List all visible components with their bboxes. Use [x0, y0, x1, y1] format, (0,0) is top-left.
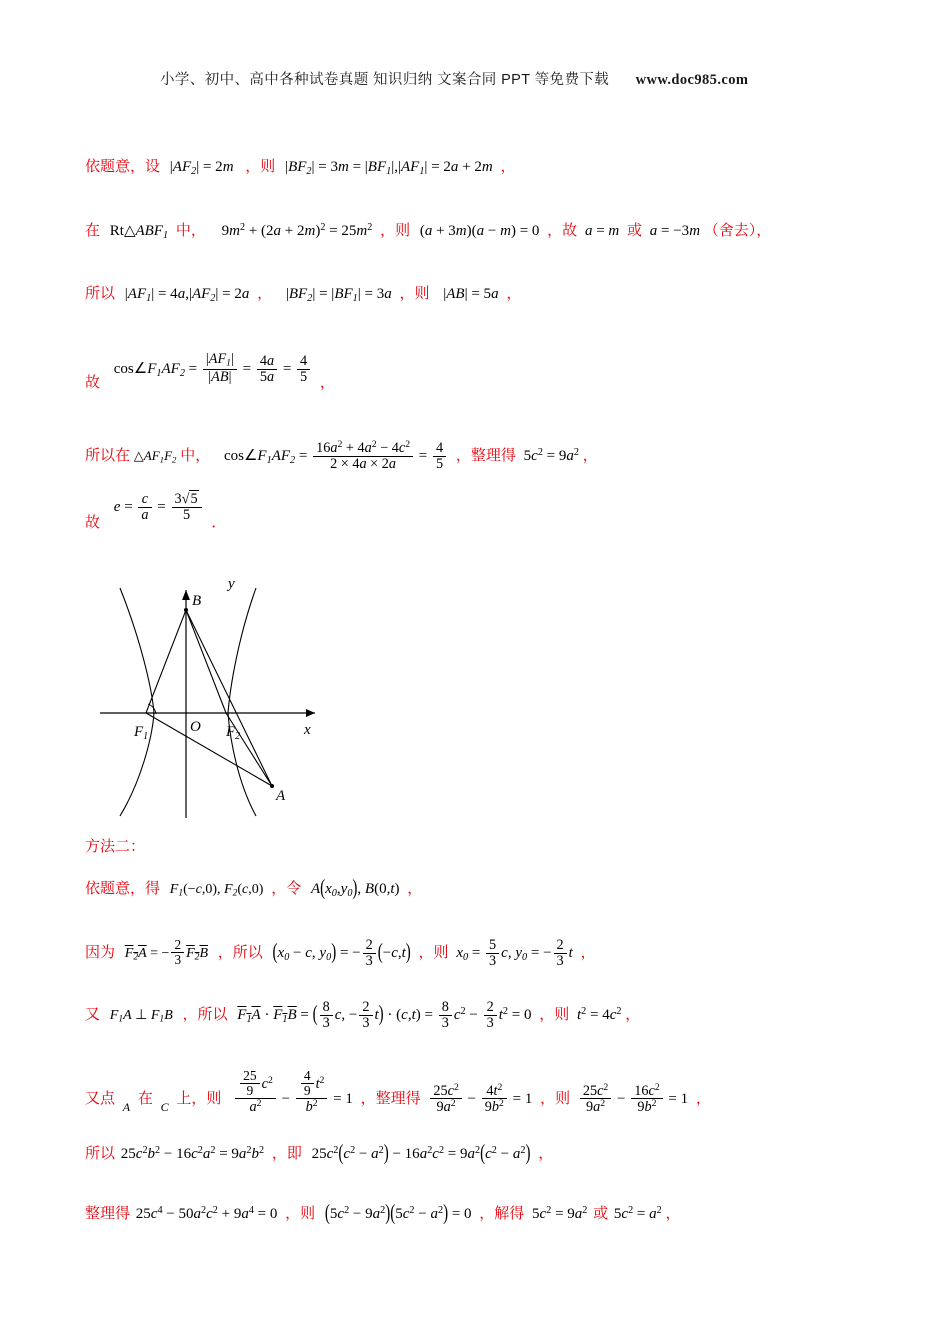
- m2-text-c: ，则: [418, 945, 449, 962]
- line1-text-b: ，则: [245, 159, 276, 175]
- label-F2: $F_2$: [226, 724, 241, 742]
- hyperbola-left-branch: [120, 588, 154, 816]
- m5-text-b: ，即: [271, 1146, 302, 1163]
- line4-text-b: ，: [319, 375, 335, 392]
- point-B-dot: [184, 608, 188, 612]
- line2-text-b: 中，: [175, 223, 206, 240]
- m4-text-c: 上，则: [176, 1091, 222, 1108]
- line3-text-b: ，: [257, 286, 273, 302]
- label-O: O: [190, 719, 201, 735]
- method2-line-3: 又 $F_1A$ ⊥ $F_1B$ ，所以 $F_1A \cdot F_1B$ = ( $\frac{8}{3}$ c, − $\frac{2}{3}$ t) · (c,t) = $\frac{8}{3}$ $c^2$ − $\frac{2}{3}$ $t^2 = 0$ ，则 $t^2 = 4c^2$ ，: [85, 999, 641, 1031]
- m1-text-a: 依题意，得: [85, 881, 161, 897]
- line4-text-a: 故: [85, 375, 101, 392]
- solution-line-4: 故 $\cos\angle F_1AF_2$ = $\frac{|AF_1|}{|AB|}$ = $\frac{4a}{5a}$ = $\frac{4}{5}$ ，: [85, 351, 335, 392]
- line2-text-f: （舍去），: [703, 223, 772, 240]
- page-watermark: [160, 68, 748, 89]
- method2-line-4: 又点 $_A$ 在 $_C$ 上，则 $\frac{25}{9}$ $c^2$ $a^2$ − $\frac{4}{9}$ $t^2$ $b^2$ = 1 ，整理得 $\frac{25c^2}{9a^2}$ − $\frac{4t^2}{9b^2}$ = 1 ，则 $\frac{25c^2}{9a^2}$ − $\frac{16c^2}{9b^2}$ = 1 ，: [85, 1068, 711, 1116]
- watermark-site: www.doc985.com: [635, 72, 749, 88]
- line1-text-c: ，: [500, 159, 516, 175]
- m6-text-a: 整理得: [85, 1206, 131, 1223]
- m6-text-b: ，则: [285, 1206, 316, 1223]
- m4-text-e: ，则: [540, 1091, 571, 1108]
- solution-line-3: 所以 $|AF_1| = 4a,|AF_2| = 2a$ ， $|BF_2| = |BF_1| = 3a$ ，则 |AB| = 5a ，: [85, 286, 522, 304]
- figure-svg: [60, 568, 420, 828]
- line6-text-a: 故: [85, 515, 101, 532]
- segment-BF1: [146, 610, 186, 713]
- m4-text-f: ，: [695, 1091, 711, 1108]
- label-x: x: [304, 722, 311, 738]
- m6-text-e: ，: [665, 1206, 681, 1223]
- line2-text-c: ，则: [380, 223, 411, 240]
- m2-text-d: ，: [580, 945, 596, 962]
- line3-text-c: ，则: [399, 286, 430, 302]
- line5-text-d: ，: [582, 447, 598, 464]
- m5-text-c: ，: [538, 1146, 554, 1163]
- y-axis-arrow: [182, 590, 190, 600]
- line2-text-e: 或: [627, 223, 643, 240]
- solution-line-6: 故 e = $\frac{c}{a}$ = $\frac{3√5}{5}$ ．: [85, 491, 227, 532]
- m3-text-a: 又: [85, 1007, 101, 1024]
- line5-text-b: 中，: [180, 447, 211, 464]
- m6-text-c: ，解得: [479, 1206, 525, 1223]
- label-A: A: [276, 788, 286, 804]
- x-axis-arrow: [306, 709, 315, 717]
- m6-text-d: 或: [593, 1206, 609, 1223]
- point-A-dot: [270, 784, 274, 788]
- line2-text-a: 在: [85, 223, 101, 240]
- m3-text-d: ，: [625, 1007, 641, 1024]
- m2-text-b: ，所以: [217, 945, 263, 962]
- label-B: B: [192, 593, 202, 609]
- method2-line-2: 因为 $F_2A$ = − $\frac{2}{3}$ $F_2B$ ，所以 ($x_0 - c$, $y_0$) = − $\frac{2}{3}$ (−c,t) ，则 $x_0$ = $\frac{5}{3}$ c, $y_0$ = − $\frac{2}{3}$ t ，: [85, 937, 596, 969]
- method2-line-5: 所以 $25c^2b^2 - 16c^2a^2 = 9a^2b^2$ ，即 $25c^2(c^2 - a^2) - 16a^2c^2 = 9a^2(c^2 - a^2)$ ，: [85, 1142, 554, 1166]
- solution-line-1: 依题意，设 $|AF_2| = 2m$ ，则 $|BF_2| = 3m = |BF_1|,|AF_1| = 2a + 2m$ ，: [85, 159, 516, 177]
- line6-text-b: ．: [211, 515, 227, 532]
- line5-text-c: ，整理得: [455, 447, 516, 464]
- segment-F1A: [146, 713, 272, 786]
- method2-line-6: 整理得 $25c^4 - 50a^2c^2 + 9a^4 = 0$ ，则 $(5c^2 - 9a^2)(5c^2 - a^2) = 0$ ，解得 $5c^2 = 9a^2$ 或 $5c^2 = a^2$ ，: [85, 1202, 681, 1226]
- m4-text-a: 又点: [85, 1091, 116, 1108]
- m2-text-a: 因为: [85, 945, 116, 962]
- hyperbola-right-branch: [228, 588, 256, 816]
- label-y: y: [228, 576, 235, 592]
- m4-text-d: ，整理得: [360, 1091, 421, 1108]
- m5-text-a: 所以: [85, 1146, 116, 1163]
- line3-text-a: 所以: [85, 286, 116, 302]
- line5-text-a: 所以在: [85, 447, 131, 464]
- solution-line-5: 所以在 $\triangle AF_1F_2$ 中， $\cos\angle F_1AF_2$ = $\frac{16a^2 + 4a^2 - 4c^2}{2 \times 4a \times 2a}$ = $\frac{4}{5}$ ，整理得 $5c^2 = 9a^2$ ，: [85, 439, 598, 472]
- m1-text-b: ，令: [271, 881, 302, 897]
- watermark-text: 小学、初中、高中各种试卷真题 知识归纳 文案合同 PPT 等免费下载: [160, 72, 610, 88]
- method-2-title: [85, 838, 145, 857]
- m1-text-c: ，: [407, 881, 423, 897]
- method2-line-1: 依题意，得 $F_1(-c,0)$, $F_2(c,0)$ ，令 $A(x_0,y_0)$, B(0,t) ，: [85, 877, 423, 901]
- line1-text-a: 依题意，设: [85, 159, 161, 175]
- segment-BA: [186, 610, 272, 786]
- m3-text-b: ，所以: [182, 1007, 228, 1024]
- line2-text-d: ，故: [547, 223, 578, 240]
- method-2-title-text: 方法二：: [85, 839, 146, 855]
- hyperbola-figure: [60, 568, 420, 828]
- line3-text-d: ，: [506, 286, 522, 302]
- solution-line-2: 在 $Rt\triangle ABF_1$ 中， $9m^2 + (2a + 2m)^2 = 25m^2$ ，则 (a + 3m)(a − m) = 0 ，故 a = m 或 a = −3m （舍去），: [85, 222, 772, 241]
- segment-BF2: [186, 610, 226, 713]
- label-F1: $F_1$: [134, 724, 149, 742]
- m4-text-b: 在: [137, 1091, 153, 1108]
- m3-text-c: ，则: [539, 1007, 570, 1024]
